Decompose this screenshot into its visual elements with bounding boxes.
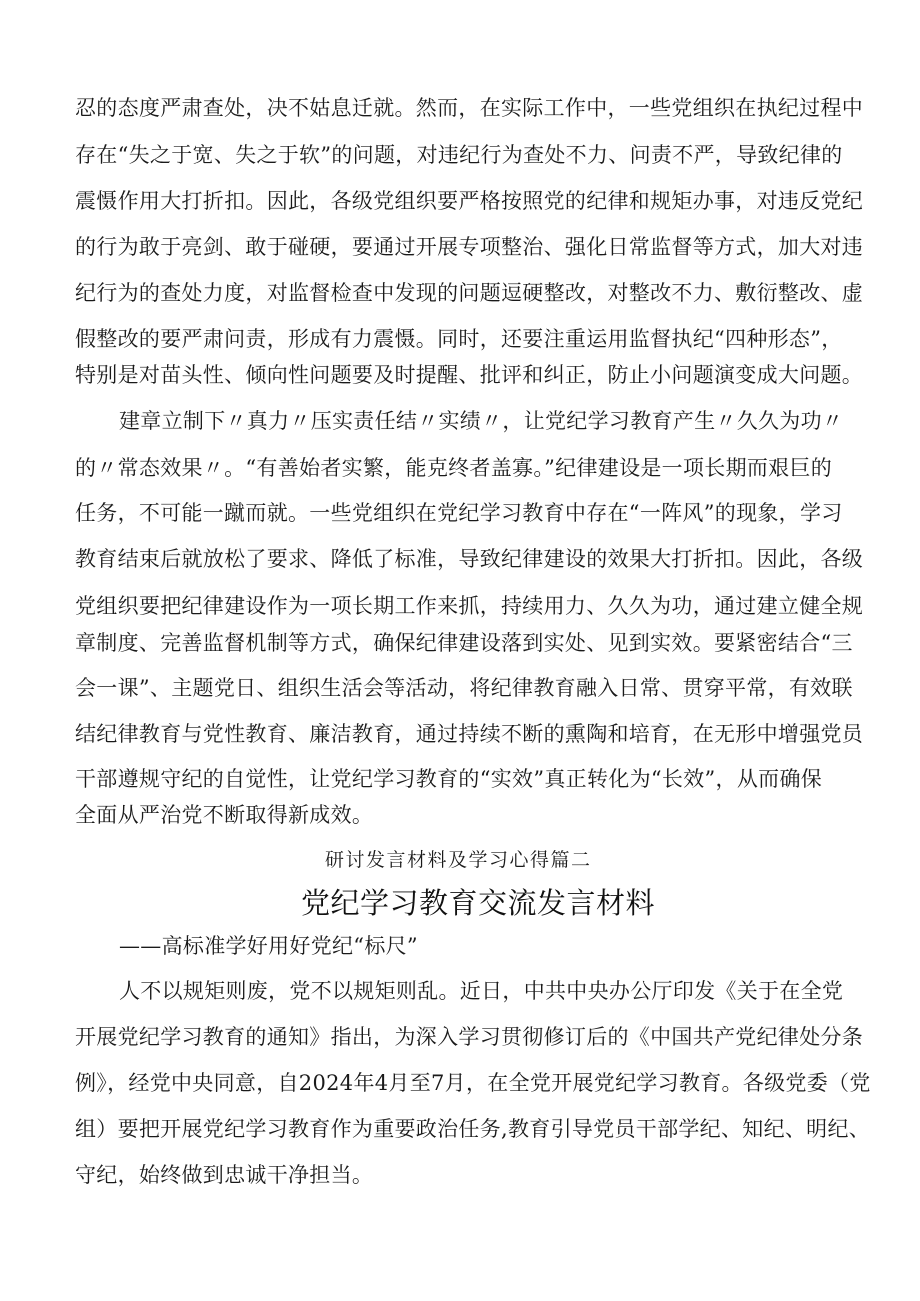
paragraph-first-line: 建章立制下〃真力〃压实责任结〃实绩〃，让党纪学习教育产生〃久久为功〃 xyxy=(119,409,844,433)
paragraph-line: 任务，不可能一蹴而就。一些党组织在党纪学习教育中存在“一阵风”的现象，学习 xyxy=(75,501,843,525)
paragraph-line: 例》，经党中央同意，自2024年4月至7月，在全党开展党纪学习教育。各级党委（党 xyxy=(75,1071,871,1095)
paragraph-line: 的行为敢于亮剑、敢于碰硬，要通过开展专项整治、强化日常监督等方式，加大对违 xyxy=(75,235,864,259)
paragraph-line: 开展党纪学习教育的通知》指出，为深入学习贯彻修订后的《中国共产党纪律处分条 xyxy=(75,1025,864,1049)
paragraph-line: 特别是对苗头性、倾向性问题要及时提醒、批评和纠正，防止小问题演变成大问题。 xyxy=(75,363,864,387)
paragraph-line: 会一课”、主题党日、组织生活会等活动，将纪律教育融入日常、贯穿平常，有效联 xyxy=(75,676,853,700)
paragraph-line: 的〃常态效果〃。“有善始者实繁，能克终者盖寡。”纪律建设是一项长期而艰巨的 xyxy=(75,456,833,480)
paragraph-line: 结纪律教育与党性教育、廉洁教育，通过持续不断的熏陶和培育，在无形中增强党员 xyxy=(75,722,864,746)
paragraph-line: 党组织要把纪律建设作为一项长期工作来抓，持续用力、久久为功，通过建立健全规 xyxy=(75,594,864,618)
paragraph-line: 震慑作用大打折扣。因此，各级党组织要严格按照党的纪律和规矩办事，对违反党纪 xyxy=(75,189,864,213)
paragraph-line: 守纪，始终做到忠诚干净担当。 xyxy=(75,1163,374,1187)
paragraph-line: 忍的态度严肃查处，决不姑息迁就。然而，在实际工作中，一些党组织在执纪过程中 xyxy=(75,96,864,120)
paragraph-line: 假整改的要严肃问责，形成有力震慑。同时，还要注重运用监督执纪“四种形态”， xyxy=(75,327,843,351)
section-subtitle: 研讨发言材料及学习心得篇二 xyxy=(325,849,592,871)
paragraph-first-line: 人不以规矩则废，党不以规矩则乱。近日，中共中央办公厅印发《关于在全党 xyxy=(119,979,844,1003)
paragraph-line: 纪行为的查处力度，对监督检查中发现的问题逗硬整改，对整改不力、敷衍整改、虚 xyxy=(75,281,864,305)
title-tagline: ——高标准学好用好党纪“标尺” xyxy=(119,934,418,958)
paragraph-line: 组）要把开展党纪学习教育作为重要政治任务,教育引导党员干部学纪、知纪、明纪、 xyxy=(75,1117,871,1141)
page-title: 党纪学习教育交流发言材料 xyxy=(301,886,656,920)
paragraph-line: 教育结束后就放松了要求、降低了标准，导致纪律建设的效果大打折扣。因此，各级 xyxy=(75,547,864,571)
paragraph-line: 全面从严治党不断取得新成效。 xyxy=(75,803,374,827)
paragraph-line: 存在“失之于宽、失之于软”的问题，对违纪行为查处不力、问责不严，导致纪律的 xyxy=(75,143,843,167)
paragraph-line: 干部遵规守纪的自觉性，让党纪学习教育的“实效”真正转化为“长效”，从而确保 xyxy=(75,767,823,791)
paragraph-line: 章制度、完善监督机制等方式，确保纪律建设落到实处、见到实效。要紧密结合“三 xyxy=(75,631,853,655)
